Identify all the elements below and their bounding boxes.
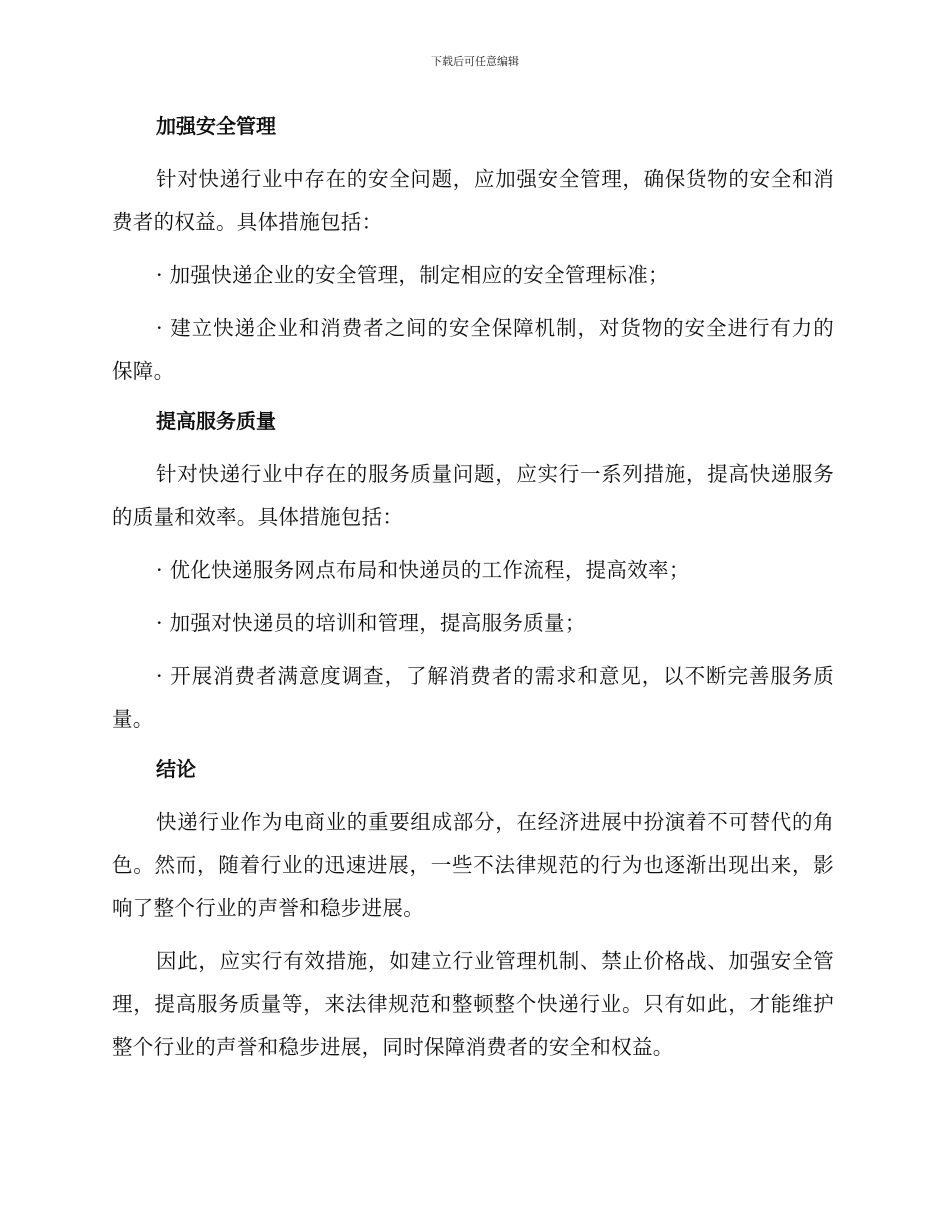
document-body [112, 108, 834, 1079]
bullet-item: · 建立快递企业和消费者之间的安全保障机制，对货物的安全进行有力的保障。 [112, 316, 834, 383]
bullet-item: · 加强快递企业的安全管理，制定相应的安全管理标准； [156, 263, 669, 287]
section-service-quality [112, 403, 834, 741]
bullet-item: · 开展消费者满意度调查，了解消费者的需求和意见，以不断完善服务质量。 [112, 664, 834, 731]
conclusion-paragraph: 因此，应实行有效措施，如建立行业管理机制、禁止价格战、加强安全管理，提高服务质量等，来法律规范和整顿整个快递行业。只有如此，才能维护整个行业的声誉和稳步进展，同时保障消费者的安全和权益。 [112, 949, 834, 1059]
page-header-note: 下载后可任意编辑 [431, 55, 519, 68]
conclusion-paragraph: 快递行业作为电商业的重要组成部分，在经济进展中扮演着不可替代的角色。然而，随着行业的迅速进展，一些不法律规范的行为也逐渐出现出来，影响了整个行业的声誉和稳步进展。 [112, 810, 834, 920]
section-heading: 加强安全管理 [156, 114, 276, 138]
section-intro: 针对快递行业中存在的服务质量问题，应实行一系列措施，提高快递服务的质量和效率。具体措施包括： [112, 462, 834, 529]
bullet-item: · 加强对快递员的培训和管理，提高服务质量； [156, 611, 586, 635]
section-heading: 提高服务质量 [156, 409, 276, 433]
section-conclusion [112, 751, 834, 1069]
section-heading: 结论 [156, 757, 196, 781]
section-intro: 针对快递行业中存在的安全问题，应加强安全管理，确保货物的安全和消费者的权益。具体措施包括： [112, 167, 834, 234]
bullet-item: · 优化快递服务网点布局和快递员的工作流程，提高效率； [156, 558, 690, 582]
section-safety-management [112, 108, 834, 393]
